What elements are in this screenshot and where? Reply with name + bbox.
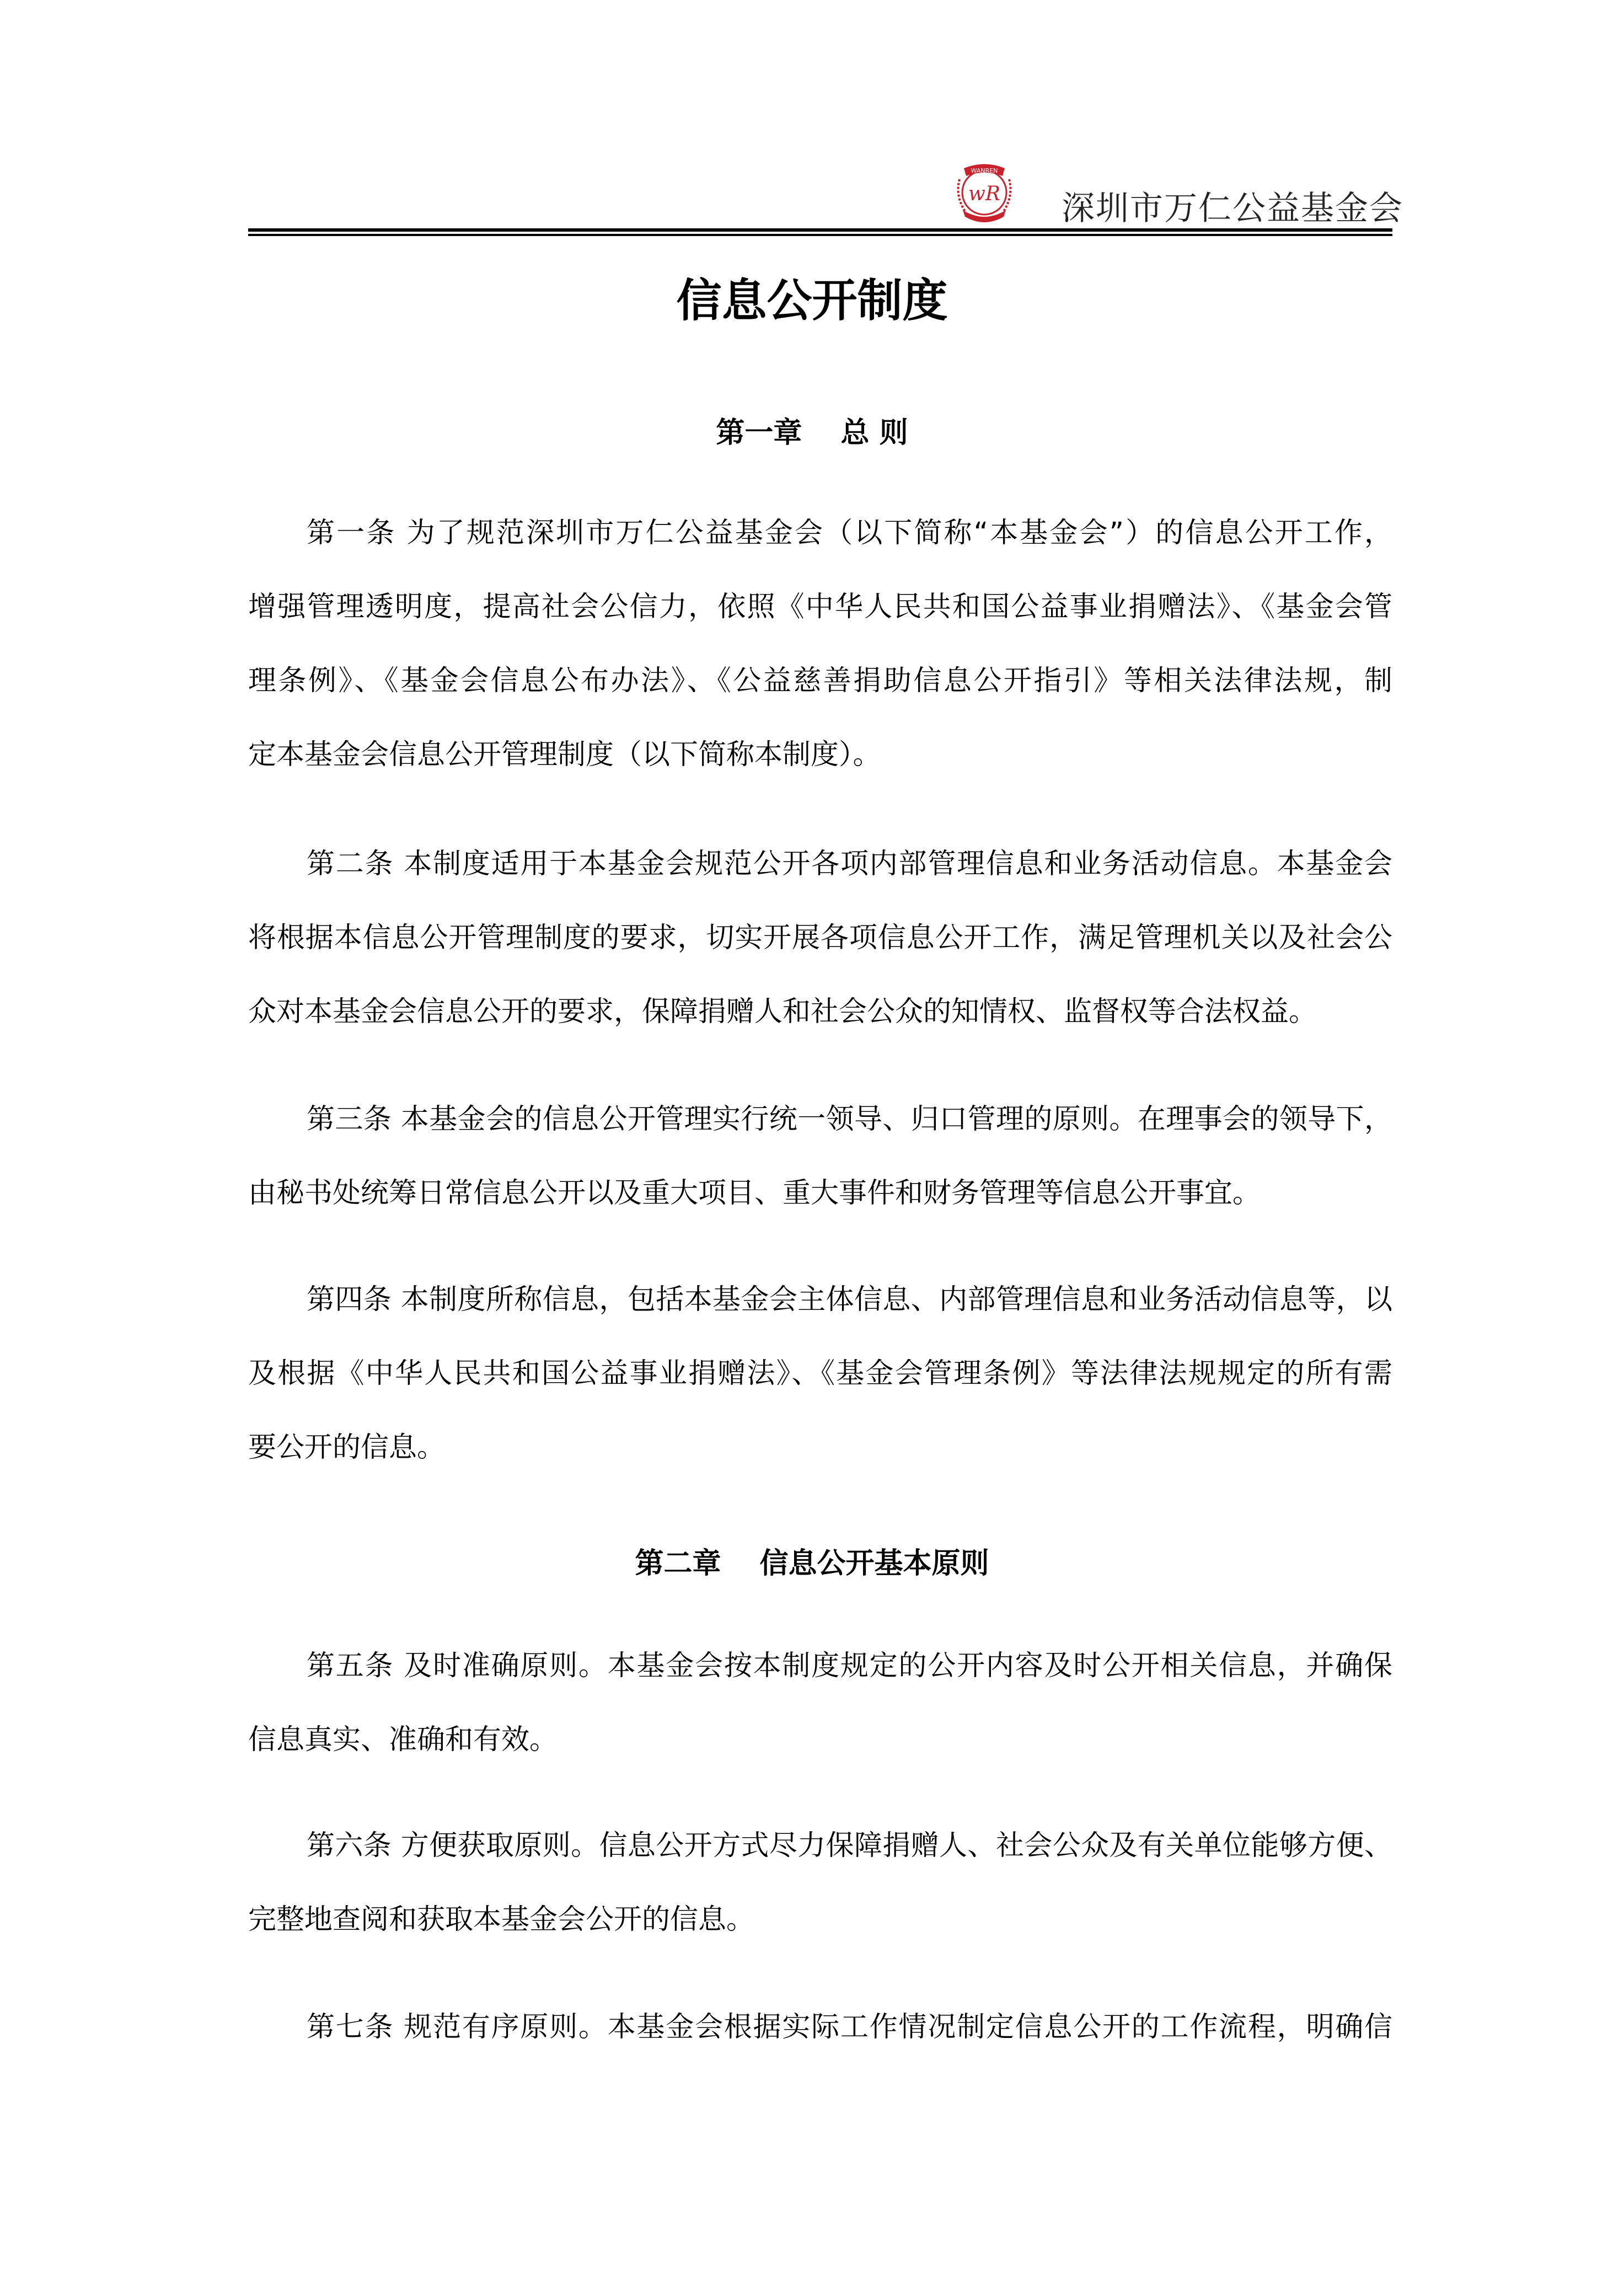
article-line: 信息真实、准确和有效。: [248, 1724, 558, 1756]
article-line: 第三条 本基金会的信息公开管理实行统一领导、归口管理的原则。在理事会的领导下，: [307, 1103, 1392, 1136]
article-line: 第一条 为了规范深圳市万仁公益基金会（以下简称“本基金会”）的信息公开工作，: [307, 517, 1392, 549]
article-line: 第六条 方便获取原则。信息公开方式尽力保障捐赠人、社会公众及有关单位能够方便、: [307, 1829, 1392, 1862]
chapter-heading: 第一章 总 则: [716, 416, 908, 450]
article-line: 增强管理透明度，提高社会公信力，依照《中华人民共和国公益事业捐赠法》、《基金会管: [248, 591, 1392, 623]
article-line: 要公开的信息。: [248, 1431, 446, 1464]
article-line: 定本基金会信息公开管理制度（以下简称本制度）。: [248, 739, 881, 771]
article-line: 第四条 本制度所称信息，包括本基金会主体信息、内部管理信息和业务活动信息等，以: [307, 1283, 1392, 1316]
article-line: 众对本基金会信息公开的要求，保障捐赠人和社会公众的知情权、监督权等合法权益。: [248, 996, 1317, 1028]
article-2: [248, 842, 1392, 1064]
article-3: [248, 1098, 1392, 1245]
article-7: [248, 2005, 1392, 2079]
document-title: 信息公开制度: [676, 275, 948, 327]
article-line: 将根据本信息公开管理制度的要求，切实开展各项信息公开工作，满足管理机关以及社会公: [248, 922, 1392, 954]
svg-text:WANREN: WANREN: [971, 167, 998, 174]
article-5: [248, 1644, 1392, 1792]
article-line: 及根据《中华人民共和国公益事业捐赠法》、《基金会管理条例》等法律法规规定的所有需: [248, 1357, 1392, 1390]
article-line: 第七条 规范有序原则。本基金会根据实际工作情况制定信息公开的工作流程，明确信: [307, 2011, 1392, 2043]
header-rule-thick: [248, 228, 1392, 232]
chapter-heading: 第二章 信息公开基本原则: [635, 1547, 989, 1580]
foundation-logo: [947, 157, 1022, 226]
article-line: 理条例》、《基金会信息公布办法》、《公益慈善捐助信息公开指引》等相关法律法规，制: [248, 665, 1392, 697]
svg-text:wR: wR: [968, 183, 1000, 205]
article-line: 完整地查阅和获取本基金会公开的信息。: [248, 1903, 755, 1936]
article-line: 由秘书处统筹日常信息公开以及重大项目、重大事件和财务管理等信息公开事宜。: [248, 1177, 1261, 1210]
article-6: [248, 1824, 1392, 1972]
organization-name: 深圳市万仁公益基金会: [1062, 189, 1403, 228]
article-1: [248, 511, 1392, 807]
article-4: [248, 1278, 1392, 1500]
article-line: 第二条 本制度适用于本基金会规范公开各项内部管理信息和业务活动信息。本基金会: [307, 848, 1392, 880]
header-rule-thin: [248, 234, 1392, 236]
article-line: 第五条 及时准确原则。本基金会按本制度规定的公开内容及时公开相关信息，并确保: [307, 1650, 1392, 1682]
